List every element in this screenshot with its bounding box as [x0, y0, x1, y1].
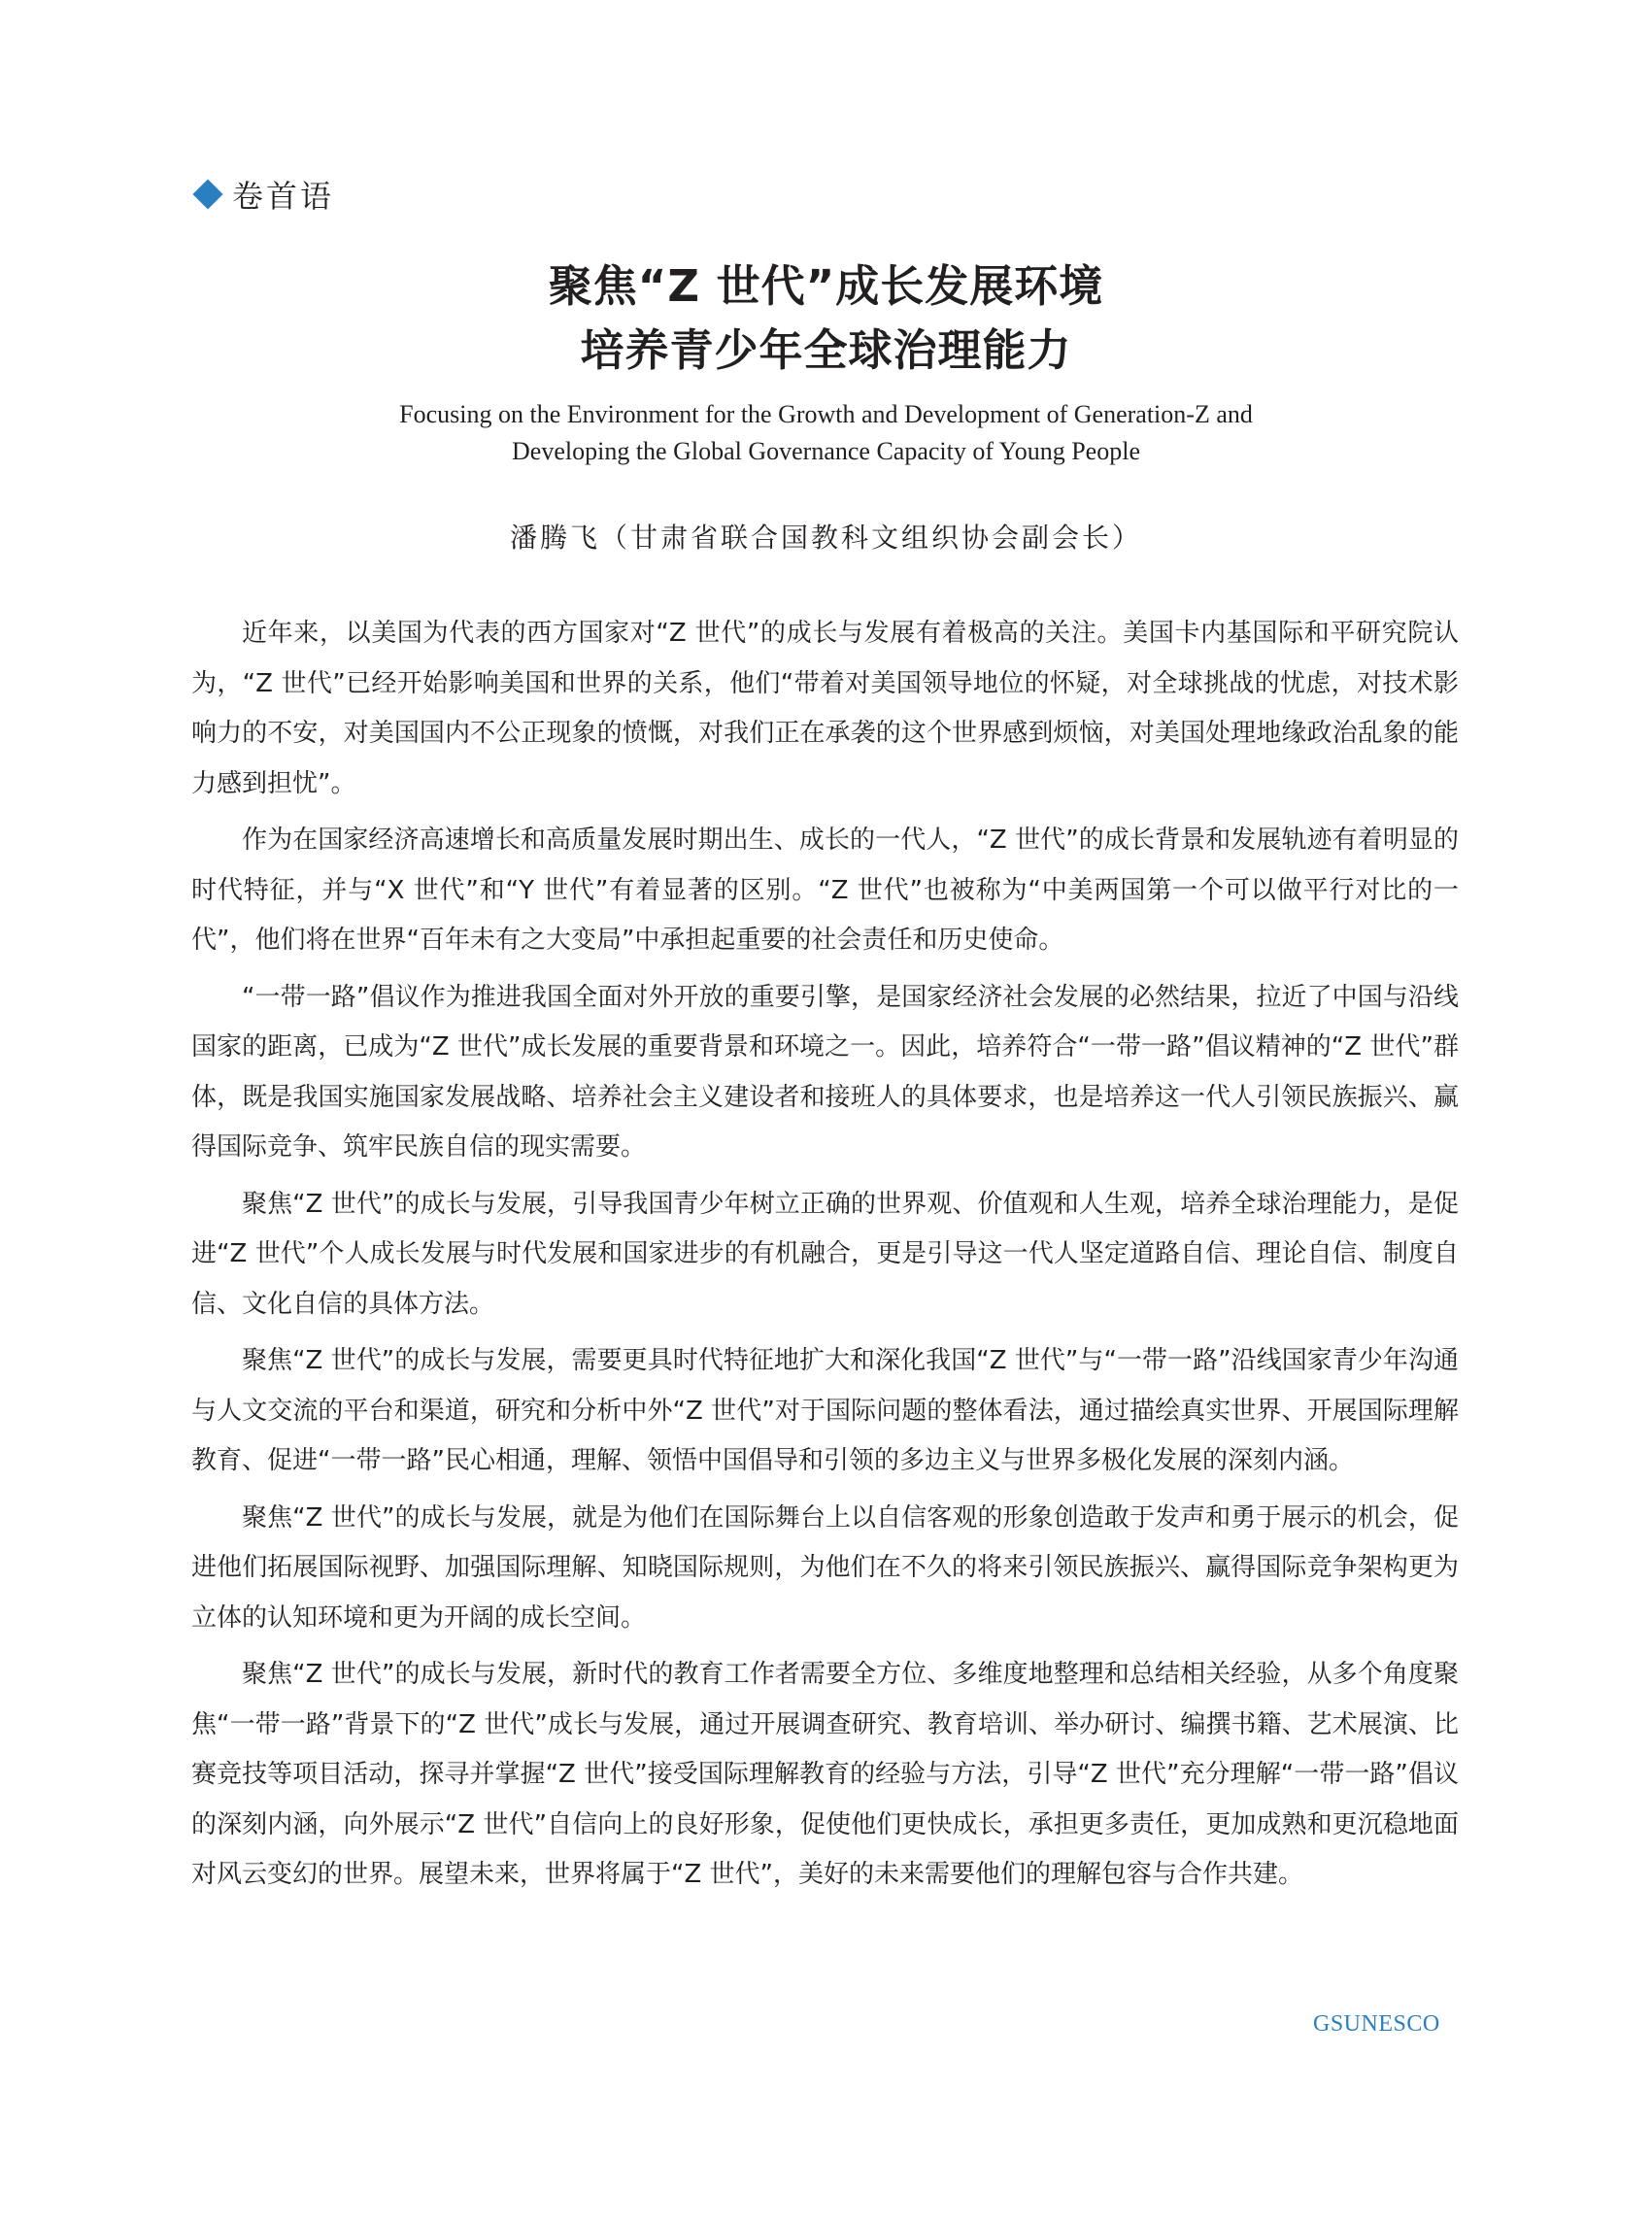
- english-subtitle-line-1: Focusing on the Environment for the Growth and Development of Generation-Z and: [399, 400, 1253, 428]
- article-body: [191, 609, 1459, 1907]
- body-paragraph: 作为在国家经济高速增长和高质量发展时期出生、成长的一代人，“Z 世代”的成长背景和发展轨迹有着明显的时代特征，并与“X 世代”和“Y 世代”有着显著的区别。“Z 世代”也被称为“中美两国第一个可以做平行对比的一代”，他们将在世界“百年未有之大变局”中承担起重要的社会责任和历史使命。: [191, 826, 1459, 955]
- body-paragraph: 聚焦“Z 世代”的成长与发展，需要更具时代特征地扩大和深化我国“Z 世代”与“一带一路”沿线国家青少年沟通与人文交流的平台和渠道，研究和分析中外“Z 世代”对于国际问题的整体看法，通过描绘真实世界、开展国际理解教育、促进“一带一路”民心相通，理解、领悟中国倡导和引领的多边主义与世界多极化发展的深刻内涵。: [191, 1346, 1459, 1475]
- diamond-icon: [192, 179, 222, 209]
- article-title: [0, 254, 1652, 383]
- body-paragraph: 聚焦“Z 世代”的成长与发展，引导我国青少年树立正确的世界观、价值观和人生观，培养全球治理能力，是促进“Z 世代”个人成长发展与时代发展和国家进步的有机融合，更是引导这一代人坚定道路自信、理论自信、制度自信、文化自信的具体方法。: [191, 1189, 1459, 1319]
- english-subtitle-line-2: Developing the Global Governance Capacity of Young People: [512, 437, 1140, 465]
- english-subtitle: [0, 396, 1652, 470]
- author-byline: 潘腾飞（甘肃省联合国教科文组织协会副会长）: [509, 522, 1142, 554]
- body-paragraph: 聚焦“Z 世代”的成长与发展，新时代的教育工作者需要全方位、多维度地整理和总结相关经验，从多个角度聚焦“一带一路”背景下的“Z 世代”成长与发展，通过开展调查研究、教育培训、举办研讨、编撰书籍、艺术展演、比赛竞技等项目活动，探寻并掌握“Z 世代”接受国际理解教育的经验与方法，引导“Z 世代”充分理解“一带一路”倡议的深刻内涵，向外展示“Z 世代”自信向上的良好形象，促使他们更快成长，承担更多责任，更加成熟和更沉稳地面对风云变幻的世界。展望未来，世界将属于“Z 世代”，美好的未来需要他们的理解包容与合作共建。: [191, 1660, 1459, 1889]
- section-header: [191, 173, 334, 216]
- title-line-1: 聚焦“Z 世代”成长发展环境: [548, 260, 1104, 312]
- body-paragraph: “一带一路”倡议作为推进我国全面对外开放的重要引擎，是国家经济社会发展的必然结果，拉近了中国与沿线国家的距离，已成为“Z 世代”成长发展的重要背景和环境之一。因此，培养符合“一带一路”倡议精神的“Z 世代”群体，既是我国实施国家发展战略、培养社会主义建设者和接班人的具体要求，也是培养这一代人引领民族振兴、赢得国际竞争、筑牢民族自信的现实需要。: [191, 982, 1459, 1162]
- body-paragraph: 聚焦“Z 世代”的成长与发展，就是为他们在国际舞台上以自信客观的形象创造敢于发声和勇于展示的机会，促进他们拓展国际视野、加强国际理解、知晓国际规则，为他们在不久的将来引领民族振兴、赢得国际竞争架构更为立体的认知环境和更为开阔的成长空间。: [191, 1502, 1459, 1633]
- title-line-2: 培养青少年全球治理能力: [580, 324, 1072, 376]
- section-label: 卷首语: [232, 178, 335, 215]
- signature: GSUNESCO: [1313, 2011, 1440, 2037]
- body-paragraph: 近年来，以美国为代表的西方国家对“Z 世代”的成长与发展有着极高的关注。美国卡内基国际和平研究院认为，“Z 世代”已经开始影响美国和世界的关系，他们“带着对美国领导地位的怀疑，对全球挑战的忧虑，对技术影响力的不安，对美国国内不公正现象的愤慨，对我们正在承袭的这个世界感到烦恼，对美国处理地缘政治乱象的能力感到担忧”。: [191, 619, 1459, 798]
